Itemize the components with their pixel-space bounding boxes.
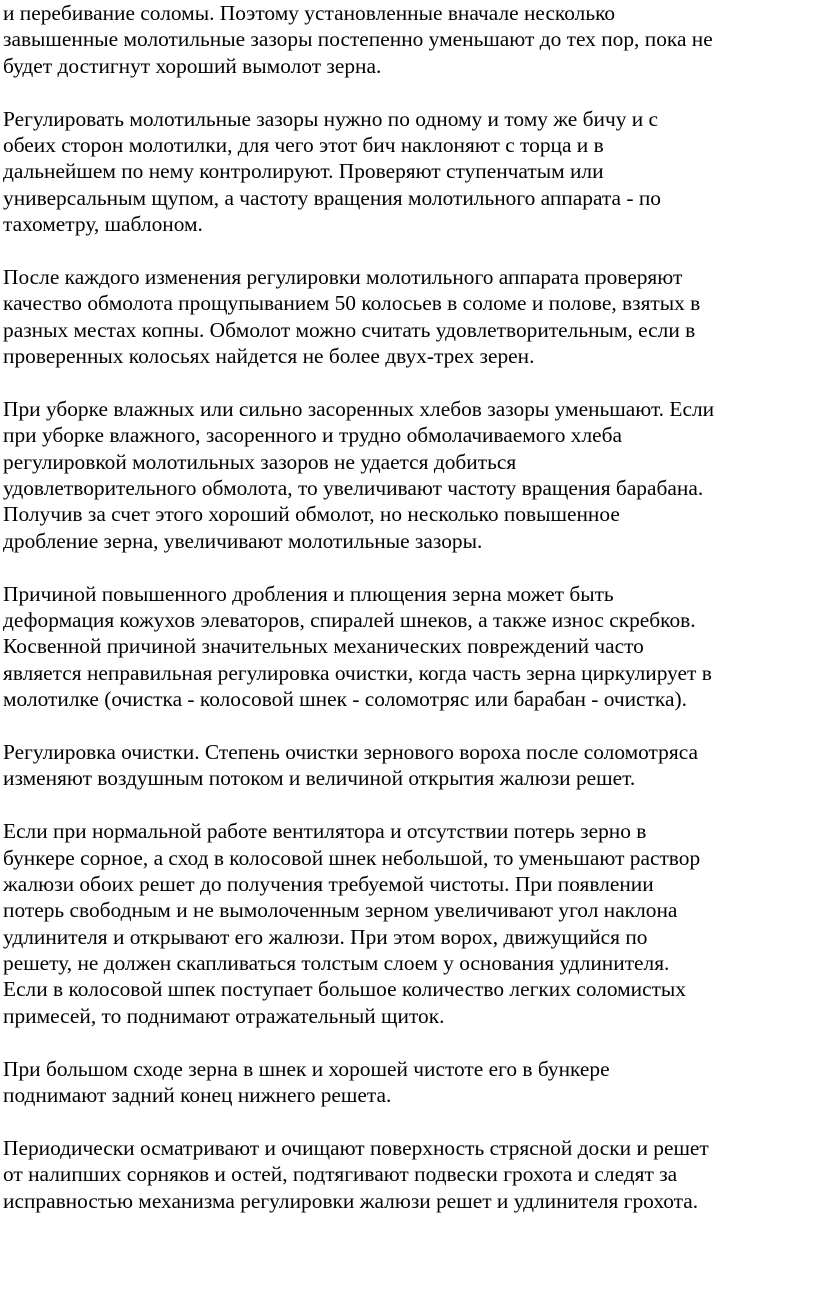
text-line: Получив за счет этого хороший обмолот, но несколько повышенное [3, 502, 620, 527]
text-line: Регулировать молотильные зазоры нужно по одному и тому же бичу и с [3, 106, 659, 131]
paragraph [3, 818, 816, 1029]
text-line: При уборке влажных или сильно засоренных хлебов зазоры уменьшают. Если [3, 396, 715, 421]
text-line: Если в колосовой шпек поступает большое количество легких соломистых [3, 977, 686, 1002]
text-line: проверенных колосьях найдется не более двух-трех зерен. [3, 344, 535, 369]
text-line: универсальным щупом, а частоту вращения молотильного аппарата - по [3, 185, 661, 210]
text-line: при уборке влажного, засоренного и трудно обмолачиваемого хлеба [3, 423, 622, 448]
document-page [3, 0, 816, 1240]
text-line: будет достигнут хороший вымолот зерна. [3, 53, 382, 78]
text-line: разных местах копны. Обмолот можно считать удовлетворительным, если в [3, 317, 696, 342]
text-line: завышенные молотильные зазоры постепенно уменьшают до тех пор, пока не [3, 27, 713, 52]
text-line: поднимают задний конец нижнего решета. [3, 1083, 392, 1108]
text-line: деформация кожухов элеваторов, спиралей шнеков, а также износ скребков. [3, 607, 696, 632]
text-line: удовлетворительного обмолота, то увеличивают частоту вращения барабана. [3, 476, 704, 501]
text-line: Причиной повышенного дробления и плющения зерна может быть [3, 581, 614, 606]
paragraph [3, 264, 816, 370]
text-line: дробление зерна, увеличивают молотильные зазоры. [3, 528, 483, 553]
paragraph [3, 1056, 816, 1109]
paragraph [3, 0, 816, 79]
text-line: обеих сторон молотилки, для чего этот бич наклоняют с торца и в [3, 132, 604, 157]
text-line: Регулировка очистки. Степень очистки зернового вороха после соломотряса [3, 739, 698, 764]
paragraph [3, 1135, 816, 1214]
text-line: является неправильная регулировка очистки, когда часть зерна циркулирует в [3, 660, 712, 685]
text-line: жалюзи обоих решет до получения требуемой чистоты. При появлении [3, 871, 654, 896]
text-line: тахометру, шаблоном. [3, 212, 203, 237]
paragraph [3, 396, 816, 554]
text-line: молотилке (очистка - колосовой шнек - соломотряс или барабан - очистка). [3, 687, 687, 712]
text-line: дальнейшем по нему контролируют. Проверяют ступенчатым или [3, 159, 604, 184]
text-line: регулировкой молотильных зазоров не удается добиться [3, 449, 517, 474]
text-line: Если при нормальной работе вентилятора и отсутствии потерь зерно в [3, 819, 647, 844]
text-line: Периодически осматривают и очищают поверхность стрясной доски и решет [3, 1135, 709, 1160]
text-line: примесей, то поднимают отражательный щиток. [3, 1003, 445, 1028]
text-line: После каждого изменения регулировки молотильного аппарата проверяют [3, 264, 683, 289]
text-line: бункере сорное, а сход в колосовой шнек небольшой, то уменьшают раствор [3, 845, 701, 870]
text-line: и перебивание соломы. Поэтому установленные вначале несколько [3, 1, 616, 25]
text-line: качество обмолота прощупыванием 50 колосьев в соломе и полове, взятых в [3, 291, 701, 316]
text-line: изменяют воздушным потоком и величиной открытия жалюзи решет. [3, 766, 636, 791]
text-line: от налипших сорняков и остей, подтягивают подвески грохота и следят за [3, 1162, 678, 1187]
text-line: решету, не должен скапливаться толстым слоем у основания удлинителя. [3, 951, 670, 976]
text-line: При большом сходе зерна в шнек и хорошей чистоте его в бункере [3, 1056, 610, 1081]
paragraph [3, 739, 816, 792]
text-line: удлинителя и открывают его жалюзи. При этом ворох, движущийся по [3, 924, 648, 949]
text-line: исправностью механизма регулировки жалюзи решет и удлинителя грохота. [3, 1188, 699, 1213]
text-line: потерь свободным и не вымолоченным зерном увеличивают угол наклона [3, 898, 678, 923]
text-line: Косвенной причиной значительных механических повреждений часто [3, 634, 644, 659]
paragraph [3, 106, 816, 238]
paragraph [3, 581, 816, 713]
